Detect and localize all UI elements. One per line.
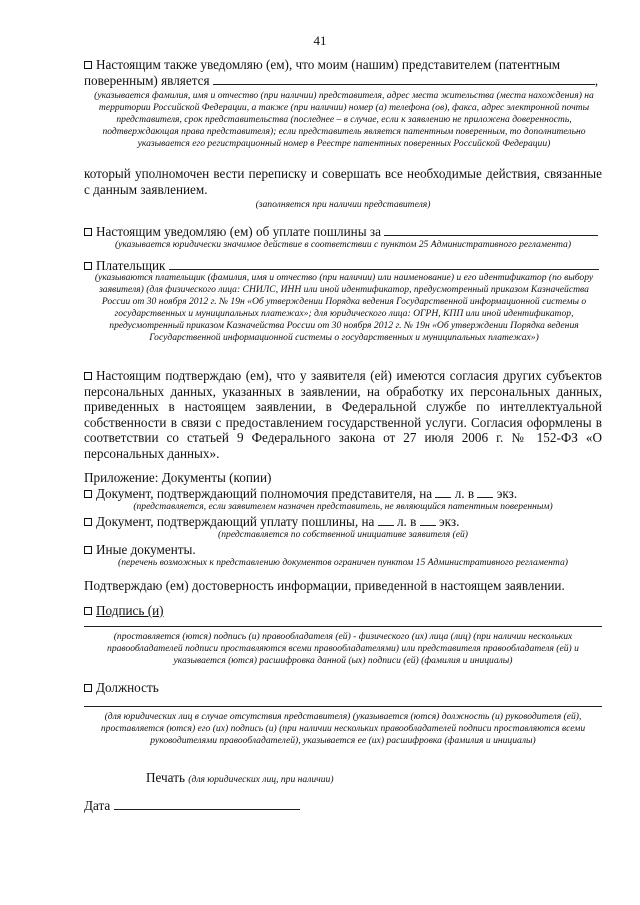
checkbox-position[interactable] bbox=[84, 684, 92, 692]
checkbox-signature[interactable] bbox=[84, 607, 92, 615]
doc1-pages-field[interactable] bbox=[435, 486, 451, 498]
representative-section bbox=[84, 57, 602, 88]
doc2-pages-field[interactable] bbox=[378, 514, 394, 526]
fee-field[interactable] bbox=[384, 224, 598, 236]
page-number: 41 bbox=[313, 33, 327, 48]
signature-line: Подпись (и) bbox=[84, 603, 602, 619]
payer-field[interactable] bbox=[169, 258, 599, 270]
checkbox-consent[interactable] bbox=[84, 372, 92, 380]
representative-note-2: (заполняется при наличии представителя) bbox=[255, 199, 431, 210]
representative-line-2: поверенным) является , bbox=[84, 72, 599, 88]
fee-note: (указывается юридически значимое действие в соответствии с пунктом 25 Административного регламента) bbox=[114, 239, 572, 250]
payer-note: (указываются плательщик (фамилия, имя и отчество (при наличии) или наименование) и его идентификатор (по выбору заявителя) (для физического лица: СНИЛС, ИНН или иной идентификатор, предусмотренный приказом Казначейства России от 30 ноября 2012 г. № 19н «Об утверждении Порядка ведения Государственной информационной системы о государственных и муниципальных платежах»; для юридического лица: ОГРН, КПП или иной идентификатор, предусмотренный приказом Казначейства России от 30 ноября 2012 г. № 19н «Об утверждении Порядка ведения Государственной информационной системы о государственных и муниципальных платежах») bbox=[94, 272, 594, 343]
checkbox-doc3[interactable] bbox=[84, 546, 92, 554]
checkbox-payer[interactable] bbox=[84, 262, 92, 270]
doc1-copies-field[interactable] bbox=[477, 486, 493, 498]
attachment-doc3: Иные документы. bbox=[84, 542, 602, 558]
date-field[interactable] bbox=[114, 798, 300, 810]
doc3-note: (перечень возможных к представлению документов ограничен пунктом 15 Административного регламента) bbox=[118, 557, 568, 568]
signature-rule[interactable] bbox=[84, 626, 602, 627]
doc2-note: (представляется по собственной инициативе заявителя (ей) bbox=[218, 529, 468, 540]
attachment-doc2: Документ, подтверждающий уплату пошлины, на л. в экз. bbox=[84, 514, 602, 530]
doc2-copies-field[interactable] bbox=[420, 514, 436, 526]
representative-text: который уполномочен вести переписку и совершать все необходимые действия, связанные с данным заявлением. bbox=[84, 166, 602, 197]
consent-text: Настоящим подтверждаю (ем), что у заявителя (ей) имеются согласия других субъектов персональных данных, указанных в заявлении, на обработку их персональных данных, приведенных в настоящем заявлении, в Федеральной службе по интеллектуальной собственности в связи с предоставлением государственной услуги. Согласия оформлены в соответствии со статьей 9 Федерального закона от 27 июля 2006 г. № 152-ФЗ «О персональных данных». bbox=[84, 368, 602, 461]
stamp-line: Печать (для юридических лиц, при наличии) bbox=[146, 770, 334, 785]
payer-line: Плательщик bbox=[84, 258, 602, 274]
attachments-heading: Приложение: Документы (копии) bbox=[84, 470, 272, 485]
signature-note: (проставляется (ются) подпись (и) правообладателя (ей) - физического (их) лица (лиц) (при наличии нескольких правообладателей подписи проставляются всеми правообладателями) или представителя правообладателя (ей) и указывается (ются) расшифровка данной (ых) подписи (ей) (фамилия и инициалы) bbox=[107, 631, 579, 666]
representative-line-1: Настоящим также уведомляю (ем), что моим (нашим) представителем (патентным bbox=[84, 57, 602, 73]
position-note: (для юридических лиц в случае отсутствия представителя) (указывается (ются) должность (и) руководителя (ей), проставляется (ются) его (их) подпись (и) (при наличии нескольких правообладателей подписи проставляются всеми руководителями правообладателей), указывается ее (их) расшифровка (фамилия и инициалы) bbox=[100, 711, 586, 746]
checkbox-fee[interactable] bbox=[84, 228, 92, 236]
representative-field[interactable] bbox=[213, 73, 595, 85]
position-rule[interactable] bbox=[84, 706, 602, 707]
checkbox-representative[interactable] bbox=[84, 61, 92, 69]
representative-note: (указывается фамилия, имя и отчество (при наличии) представителя, адрес места жительства (места нахождения) на территории Российской Федерации, а также (при наличии) номер (а) телефона (ов), факса, адрес электронной почты представителя, срок представительства (последнее – в случае, если к заявлению не приложена доверенность, подтверждающая права представителя); если представитель является патентным поверенным, то дополнительно указывается его регистрационный номер в Реестре патентных поверенных Российской Федерации) bbox=[94, 90, 594, 149]
position-line: Должность bbox=[84, 680, 602, 696]
checkbox-doc2[interactable] bbox=[84, 518, 92, 526]
date-line: Дата bbox=[84, 798, 602, 814]
checkbox-doc1[interactable] bbox=[84, 490, 92, 498]
confirm-text: Подтверждаю (ем) достоверность информации, приведенной в настоящем заявлении. bbox=[84, 578, 565, 593]
doc1-note: (представляется, если заявителем назначен представитель, не являющийся патентным поверенным) bbox=[133, 501, 553, 512]
attachment-doc1: Документ, подтверждающий полномочия представителя, на л. в экз. bbox=[84, 486, 602, 502]
fee-line: Настоящим уведомляю (ем) об уплате пошлины за bbox=[84, 224, 602, 240]
